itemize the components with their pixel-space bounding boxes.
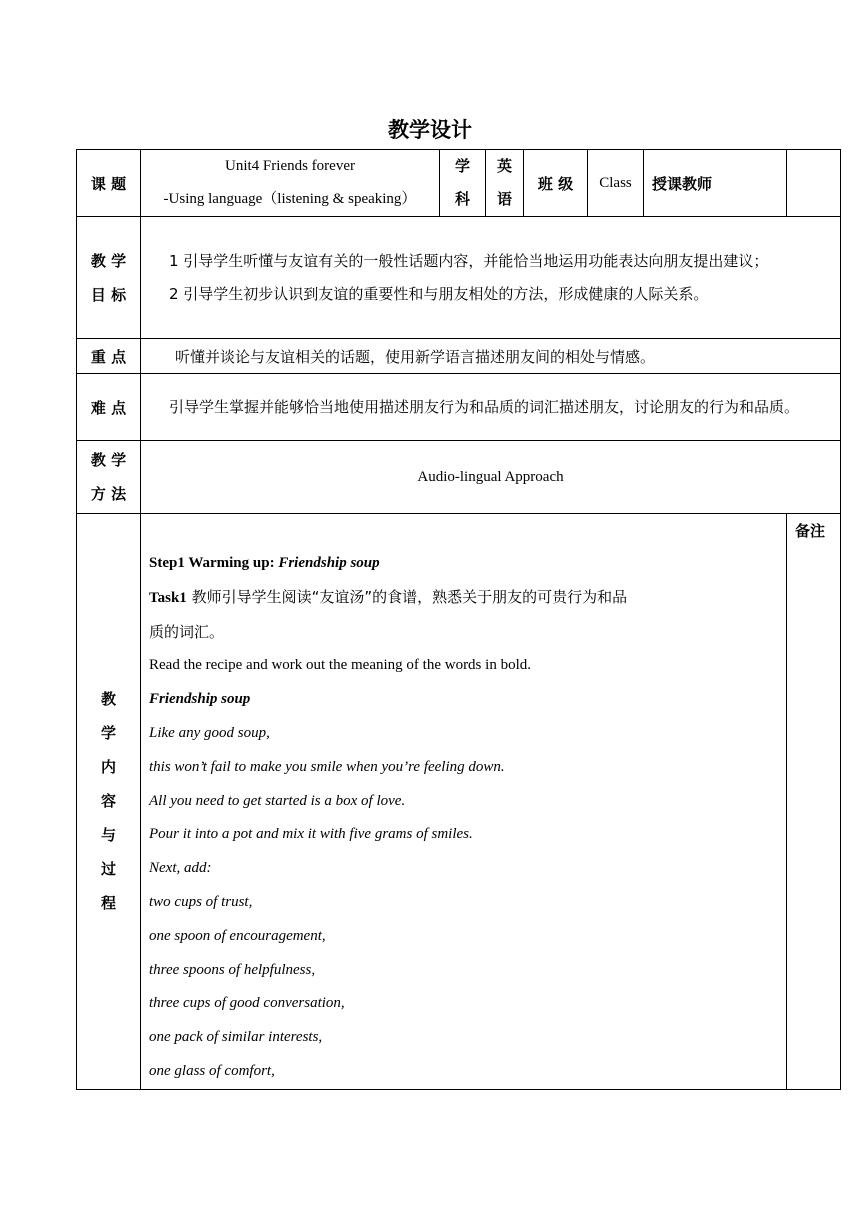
task1-text-a: 教师引导学生阅读“友谊汤”的食谱，熟悉关于朋友的可贵行为和品 <box>186 587 628 606</box>
recipe-line: three cups of good conversation, <box>149 995 345 1012</box>
recipe-line: one pack of similar interests, <box>149 1029 323 1046</box>
recipe-line: two cups of trust, <box>149 893 253 910</box>
recipe-line: this won’t fail to make you smile when you’re feeling down. <box>149 758 505 775</box>
objective-item-1: 1 引导学生听懂与友谊有关的一般性话题内容，并能恰当地运用功能表达向朋友提出建议； <box>169 251 769 270</box>
instruction-text: Read the recipe and work out the meaning of the words in bold. <box>149 657 531 674</box>
recipe-line: one spoon of encouragement, <box>149 927 326 944</box>
subject-value-char-2: 语 <box>496 190 512 208</box>
subject-label-char-1: 学 <box>454 157 470 175</box>
process-label-chars <box>77 682 140 920</box>
recipe-line: Pour it into a pot and mix it with five grams of smiles. <box>149 826 473 843</box>
objective-item-2: 2 引导学生初步认识到友谊的重要性和与朋友相处的方法，形成健康的人际关系。 <box>169 284 709 303</box>
task1-line-2: 质的词汇。 <box>149 622 225 641</box>
topic-line-1: Unit4 Friends forever <box>225 158 355 174</box>
objectives-label-line-2: 目 标 <box>90 285 127 304</box>
step1-heading <box>149 547 778 581</box>
teacher-value <box>787 150 841 217</box>
process-label-char: 程 <box>100 894 116 913</box>
method-label-line-2: 方 法 <box>90 485 127 503</box>
recipe-line: Next, add: <box>149 860 212 877</box>
key-points-row <box>77 339 841 374</box>
recipe-lines <box>149 717 778 1089</box>
subject-value-char-1: 英 <box>496 157 512 175</box>
class-value: Class <box>588 150 644 217</box>
process-row <box>77 514 841 1090</box>
objectives-label-line-1: 教 学 <box>90 251 127 270</box>
process-label-char: 与 <box>100 826 116 845</box>
teacher-label: 授课教师 <box>644 150 787 217</box>
step1-prefix: Step1 Warming up: <box>149 555 279 571</box>
class-label: 班 级 <box>524 150 588 217</box>
process-label-char: 学 <box>100 724 116 743</box>
subject-label <box>440 150 486 217</box>
subject-label-char-2: 科 <box>454 190 470 208</box>
key-points-text: 听懂并谈论与友谊相关的话题，使用新学语言描述朋友间的相处与情感。 <box>141 339 841 374</box>
process-label-char: 教 <box>100 690 116 709</box>
topic-label: 课 题 <box>77 150 141 217</box>
process-content <box>141 514 787 1090</box>
difficulties-row <box>77 374 841 441</box>
method-text: Audio-lingual Approach <box>141 441 841 514</box>
topic-cell <box>141 150 440 217</box>
subject-value <box>486 150 524 217</box>
key-points-label: 重 点 <box>77 339 141 374</box>
method-row <box>77 441 841 514</box>
process-label-char: 内 <box>100 758 116 777</box>
task1-line-1 <box>149 581 778 616</box>
difficulties-label: 难 点 <box>77 374 141 441</box>
recipe-line: All you need to get started is a box of love. <box>149 792 406 809</box>
notes-label: 备注 <box>787 514 841 1090</box>
difficulties-text: 引导学生掌握并能够恰当地使用描述朋友行为和品质的词汇描述朋友，讨论朋友的行为和品质。 <box>141 374 841 441</box>
recipe-line: Like any good soup, <box>149 724 270 741</box>
recipe-title: Friendship soup <box>149 691 251 708</box>
objectives-row <box>77 217 841 339</box>
recipe-line: one glass of comfort, <box>149 1062 275 1079</box>
document-title: 教学设计 <box>388 118 472 142</box>
objectives-label <box>77 217 141 339</box>
process-label-char: 过 <box>100 860 116 879</box>
process-label-char: 容 <box>100 792 116 811</box>
method-label <box>77 441 141 514</box>
lesson-plan-table <box>76 149 841 1090</box>
process-label <box>77 514 141 1090</box>
method-label-line-1: 教 学 <box>90 451 127 469</box>
step1-title: Friendship soup <box>278 555 380 571</box>
topic-line-2: -Using language（listening & speaking） <box>163 191 417 207</box>
task1-label: Task1 <box>149 589 187 606</box>
header-row <box>77 150 841 217</box>
recipe-line: three spoons of helpfulness, <box>149 961 316 978</box>
objectives-content <box>141 217 841 339</box>
